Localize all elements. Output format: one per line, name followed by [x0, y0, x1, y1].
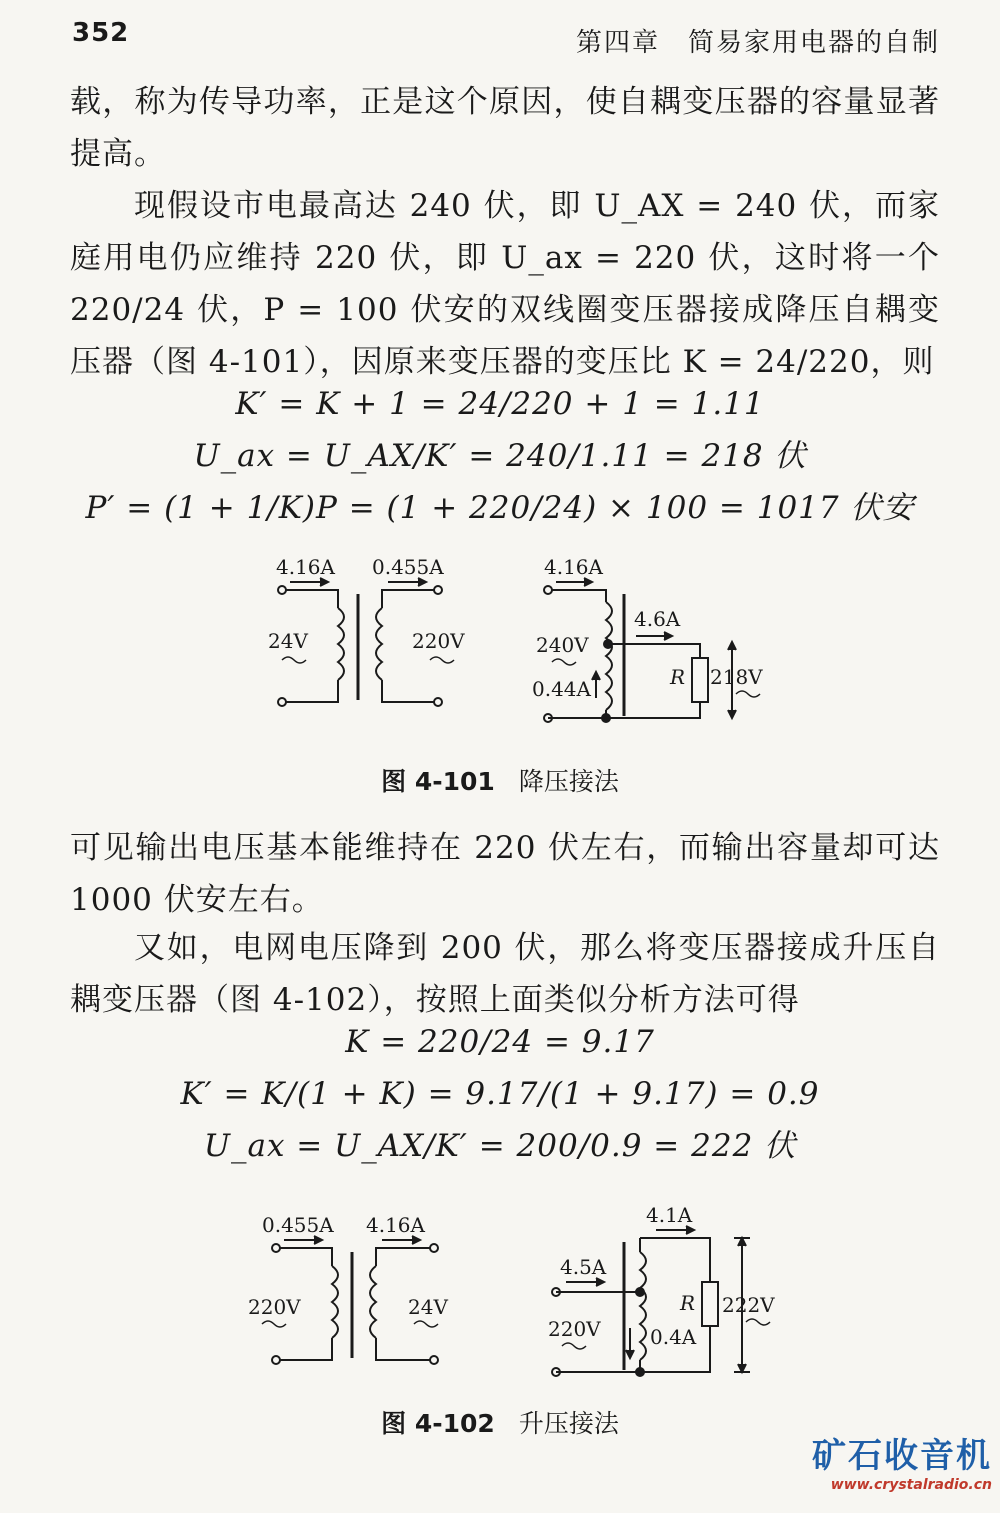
fig101-left-v1: 24V [268, 629, 308, 653]
equation-power: P′ = (1 + 1/K)P = (1 + 220/24) × 100 = 1017 伏安 [85, 490, 915, 526]
fig102-left-i1: 0.455A [262, 1213, 334, 1237]
watermark-brand: 矿石收音机 [812, 1436, 992, 1476]
fig101-left-i2: 0.455A [372, 555, 444, 579]
equation-uax-down: U_ax = U_AX/K′ = 240/1.11 = 218 伏 [193, 438, 807, 474]
fig102-right-vin: 220V [548, 1317, 601, 1341]
fig102-left-v2: 24V [408, 1295, 448, 1319]
fig102-right-vout: 222V [722, 1293, 775, 1317]
watermark-url: www.crystalradio.cn [830, 1477, 992, 1493]
fig102-left-v1: 220V [248, 1295, 301, 1319]
equation-k: K = 220/24 = 9.17 [345, 1024, 655, 1060]
autotransformer-step-up [552, 1226, 750, 1376]
page-number: 352 [72, 18, 130, 48]
equation-k-prime: K′ = K + 1 = 24/220 + 1 = 1.11 [235, 386, 765, 422]
figure-4-102-caption: 图 4-102 升压接法 [381, 1409, 619, 1438]
fig102-right-ilow: 0.4A [650, 1325, 697, 1349]
fig102-right-iin: 4.5A [560, 1255, 607, 1279]
paragraph-2: 现假设市电最高达 240 伏，即 U_AX = 240 伏，而家庭用电仍应维持 220 伏，即 U_ax = 220 伏，这时将一个 220/24 伏，P = 100 伏安的双线圈变压器接成降压自耦变压器（图 4-101），因原来变压器的变压比 K = 24/220，则 [70, 188, 940, 380]
fig102-right-r: R [680, 1291, 696, 1315]
fig101-left-i1: 4.16A [276, 555, 335, 579]
paragraph-1: 载，称为传导功率，正是这个原因，使自耦变压器的容量显著提高。 [70, 84, 940, 172]
fig101-right-vout: 218V [710, 665, 763, 689]
fig101-left-v2: 220V [412, 629, 465, 653]
paragraph-3: 可见输出电压基本能维持在 220 伏左右，而输出容量却可达 1000 伏安左右。 [70, 830, 940, 918]
fig102-right-itop: 4.1A [646, 1203, 693, 1227]
fig101-right-ilow: 0.44A [532, 677, 591, 701]
fig101-right-r: R [670, 665, 686, 689]
chapter-title: 第四章 简易家用电器的自制 [575, 28, 940, 58]
fig102-left-i2: 4.16A [366, 1213, 425, 1237]
watermark [812, 1428, 992, 1493]
figure-4-101 [250, 550, 790, 750]
equation-uax-up: U_ax = U_AX/K′ = 200/0.9 = 222 伏 [203, 1128, 797, 1164]
equation-k-prime-up: K′ = K/(1 + K) = 9.17/(1 + 9.17) = 0.9 [180, 1076, 820, 1112]
fig101-right-vin: 240V [536, 633, 589, 657]
fig101-right-iout: 4.6A [634, 607, 681, 631]
figure-4-102 [236, 1200, 796, 1400]
figure-4-101-caption: 图 4-101 降压接法 [381, 767, 619, 796]
fig101-right-iin: 4.16A [544, 555, 603, 579]
paragraph-4: 又如，电网电压降到 200 伏，那么将变压器接成升压自耦变压器（图 4-102），按照上面类似分析方法可得 [70, 930, 940, 1018]
